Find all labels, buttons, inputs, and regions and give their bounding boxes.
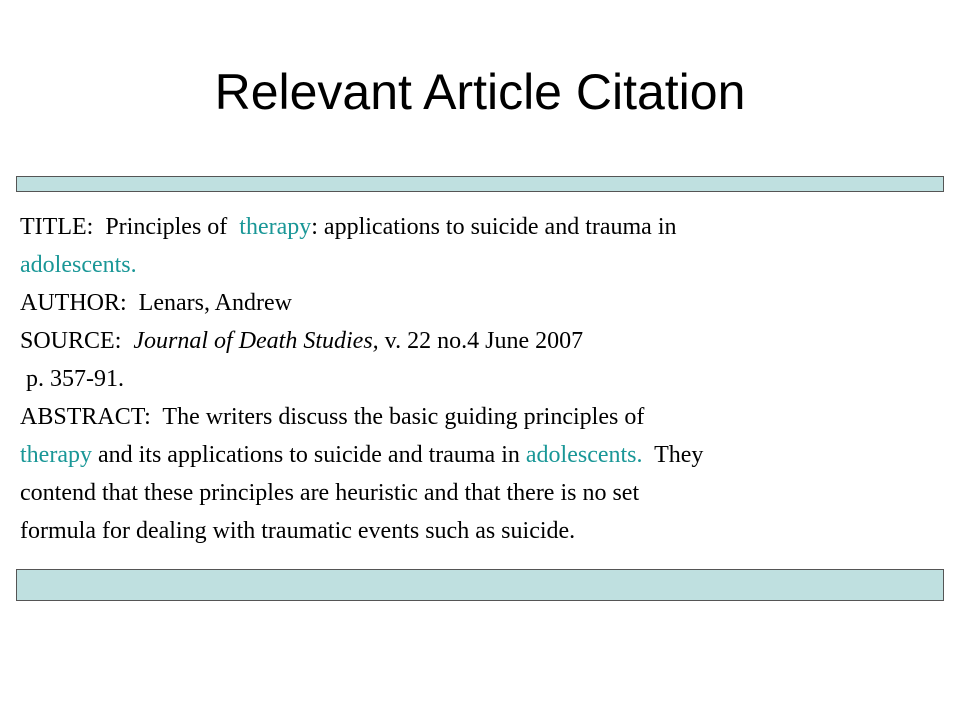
top-decorative-bar xyxy=(16,176,944,192)
abstract-highlight-therapy: therapy xyxy=(20,442,92,468)
abstract-highlight-adolescents: adolescents. xyxy=(525,442,643,468)
citation-pages-line xyxy=(20,360,940,398)
citation-block xyxy=(20,208,940,550)
title-text-part2: : applications to suicide and trauma in xyxy=(311,214,677,240)
title-label: TITLE: xyxy=(20,214,94,240)
citation-abstract-line3 xyxy=(20,474,940,512)
citation-author-line xyxy=(20,284,940,322)
citation-abstract-line1 xyxy=(20,398,940,436)
abstract-text-part2: and its applications to suicide and trauma in xyxy=(97,442,520,468)
citation-abstract-line2 xyxy=(20,436,940,474)
title-highlight-adolescents: adolescents. xyxy=(20,252,137,278)
citation-title-line2 xyxy=(20,246,940,284)
citation-source-line xyxy=(20,322,940,360)
abstract-text-line4: formula for dealing with traumatic events such as suicide. xyxy=(20,518,576,544)
source-label: SOURCE: xyxy=(20,328,122,354)
source-journal: Journal of Death Studies, xyxy=(133,328,379,354)
abstract-text-part3: They xyxy=(654,442,704,468)
bottom-decorative-bar xyxy=(16,569,944,601)
abstract-text-part1: The writers discuss the basic guiding principles of xyxy=(162,404,645,430)
abstract-text-line3: contend that these principles are heuristic and that there is no set xyxy=(20,480,640,506)
abstract-label: ABSTRACT: xyxy=(20,404,151,430)
author-value: Lenars, Andrew xyxy=(138,290,292,316)
citation-title-line xyxy=(20,208,940,246)
author-label: AUTHOR: xyxy=(20,290,127,316)
citation-abstract-line4 xyxy=(20,512,940,550)
title-highlight-therapy: therapy xyxy=(239,214,312,240)
source-pages: p. 357-91. xyxy=(26,366,124,392)
title-text-part1: Principles of xyxy=(105,214,228,240)
page-title: Relevant Article Citation xyxy=(214,64,746,120)
source-details: v. 22 no.4 June 2007 xyxy=(384,328,584,354)
